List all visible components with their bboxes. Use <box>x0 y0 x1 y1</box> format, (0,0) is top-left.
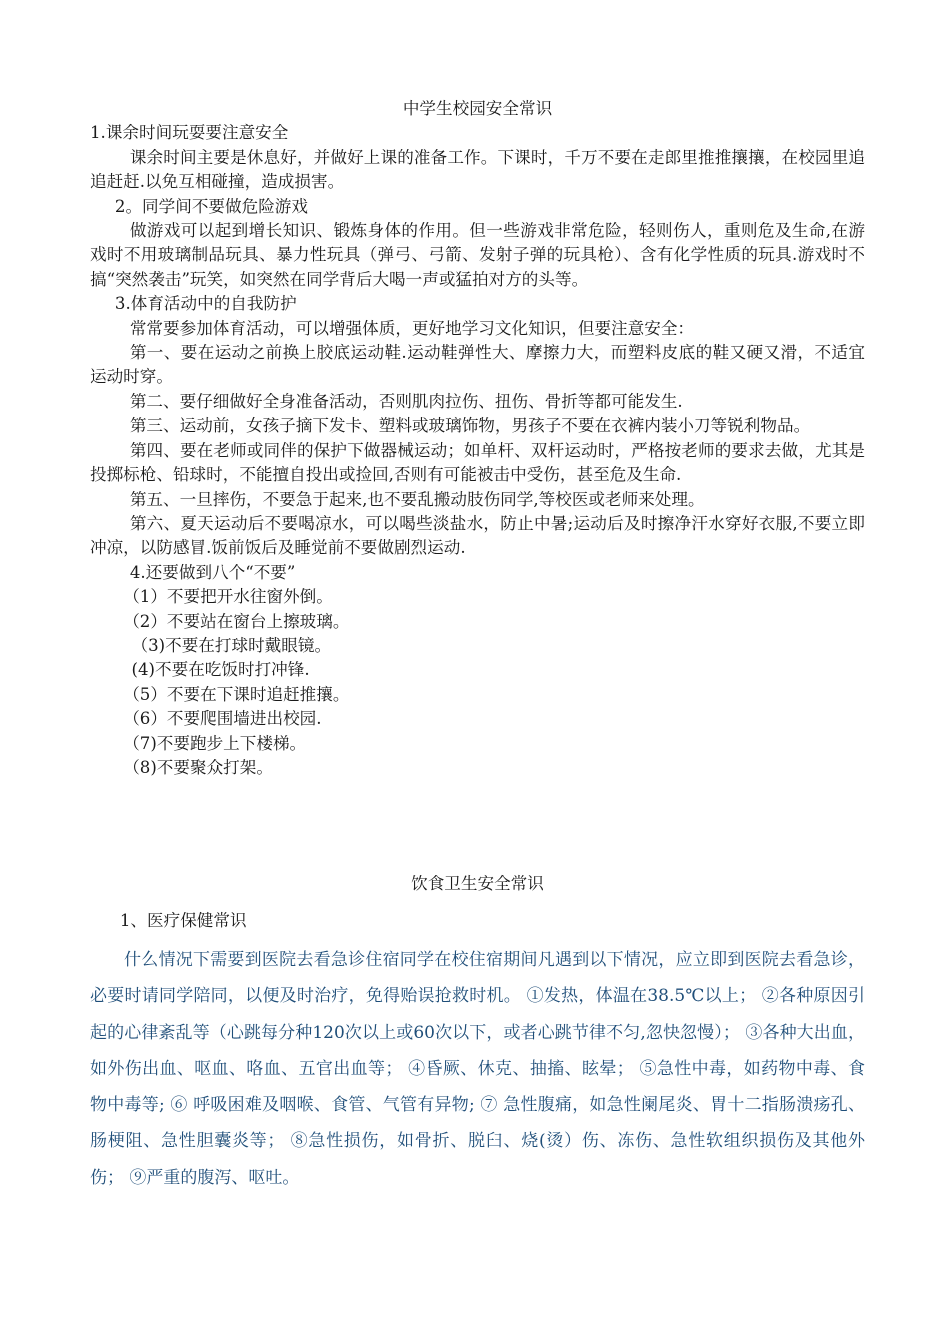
medical-care-paragraph: 什么情况下需要到医院去看急诊住宿同学在校住宿期间凡遇到以下情况，应立即到医院去看急诊，必要时请同学陪同，以便及时治疗，免得贻误抢救时机。 ①发热，体温在38.5℃以上； ②各种原因引起的心律紊乱等（心跳每分种120次以上或60次以下，或者心跳节律不匀,忽快忽慢）； ③各种大出血，如外伤出血、呕血、咯血、五官出血等； ④昏厥、休克、抽搐、眩晕； ⑤急性中毒，如药物中毒、食物中毒等; ⑥ 呼吸困难及咽喉、食管、气管有异物; ⑦ 急性腹痛，如急性阑尾炎、胃十二指肠溃疡孔、肠梗阻、急性胆囊炎等； ⑧急性损伤，如骨折、脱臼、烧(烫）伤、冻伤、急性软组织损伤及其他外伤； ⑨严重的腹泻、呕吐。 <box>90 950 865 1188</box>
section-heading-4: 4.还要做到八个“不要” <box>129 562 296 582</box>
rule-item-1: （1）不要把开水往窗外倒。 <box>123 587 333 607</box>
rule-item-8: （8)不要聚众打架。 <box>123 757 273 777</box>
rule-item-6: （6）不要爬围墙进出校园. <box>123 709 322 729</box>
section-title-food-hygiene: 饮食卫生安全常识 <box>411 874 544 893</box>
medical-care-heading: 1、医疗保健常识 <box>119 911 247 930</box>
sports-item-1: 第一、要在运动之前换上胶底运动鞋.运动鞋弹性大、摩擦力大，而塑料皮底的鞋又硬又滑，不适宜运动时穿。 <box>90 343 865 387</box>
section-heading-2: 2。同学间不要做危险游戏 <box>114 196 308 216</box>
paragraph-2: 做游戏可以起到增长知识、锻炼身体的作用。但一些游戏非常危险，轻则伤人，重则危及生命,在游戏时不用玻璃制品玩具、暴力性玩具（弹弓、弓箭、发射子弹的玩具枪）、含有化学性质的玩具.游戏时不搞“突然袭击”玩笑，如突然在同学背后大喝一声或猛拍对方的头等。 <box>90 221 865 289</box>
sports-item-6: 第六、夏天运动后不要喝凉水，可以喝些淡盐水，防止中暑;运动后及时擦净汗水穿好衣服,不要立即冲凉，以防感冒.饭前饭后及睡觉前不要做剧烈运动. <box>90 513 865 558</box>
section-heading-3: 3.体育活动中的自我防护 <box>114 294 297 314</box>
rule-item-4: (4)不要在吃饭时打冲锋. <box>131 660 310 680</box>
sports-item-2: 第二、要仔细做好全身准备活动，否则肌肉拉伤、扭伤、骨折等都可能发生. <box>129 391 683 411</box>
paragraph-3-intro: 常常要参加体育活动，可以增强体质，更好地学习文化知识，但要注意安全： <box>129 318 695 338</box>
sports-item-4: 第四、要在老师或同伴的保护下做器械运动；如单杆、双杆运动时，严格按老师的要求去做，尤其是投掷标枪、铅球时，不能擅自投出或捡回,否则有可能被击中受伤，甚至危及生命. <box>90 440 865 485</box>
sports-item-5: 第五、一旦摔伤，不要急于起来,也不要乱搬动肢伤同学,等校医或老师来处理。 <box>129 489 705 509</box>
section-heading-1: 1.课余时间玩耍要注意安全 <box>90 123 289 143</box>
rule-item-3: （3)不要在打球时戴眼镜。 <box>131 635 332 655</box>
sports-item-3: 第三、运动前，女孩子摘下发卡、塑料或玻璃饰物，男孩子不要在衣裤内装小刀等锐利物品。 <box>129 416 811 436</box>
rule-item-2: （2）不要站在窗台上擦玻璃。 <box>123 611 350 631</box>
page-title: 中学生校园安全常识 <box>402 99 553 118</box>
rule-item-7: （7)不要跑步上下楼梯。 <box>123 733 307 753</box>
rule-item-5: （5）不要在下课时追赶推攘。 <box>123 684 350 704</box>
campus-safety-section <box>90 97 865 780</box>
paragraph-1: 课余时间主要是休息好，并做好上课的准备工作。下课时，千万不要在走郎里推推攘攘，在校园里追追赶赶.以免互相碰撞，造成损害。 <box>90 147 865 192</box>
food-hygiene-section <box>90 872 865 1196</box>
